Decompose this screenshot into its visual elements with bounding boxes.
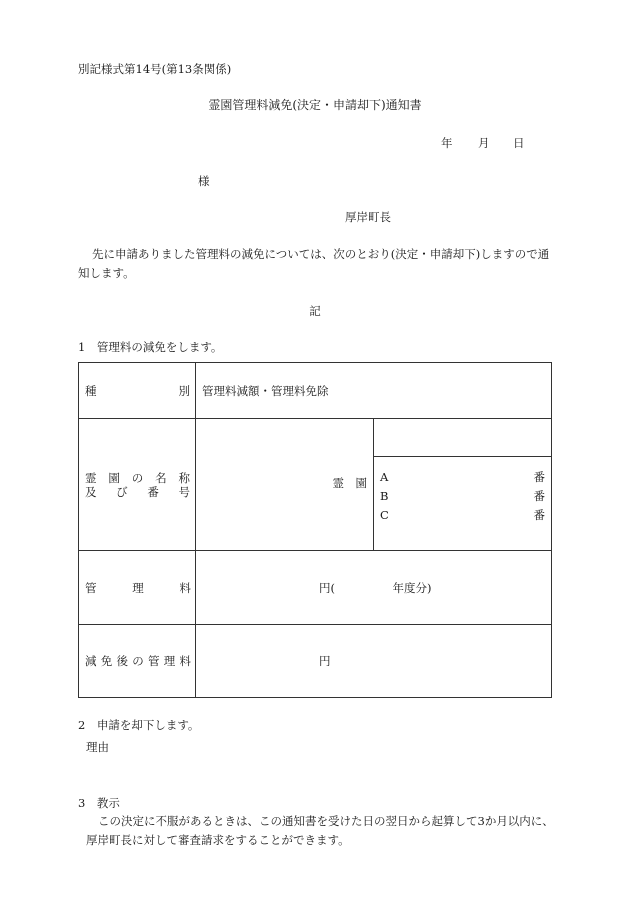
form-number: 別記様式第14号(第13条関係) xyxy=(78,62,232,76)
ki-heading: 記 xyxy=(309,304,321,318)
plot-suffix-b: 番 xyxy=(533,489,545,503)
cemetery-label-c1: 霊 xyxy=(85,470,97,485)
reduced-fee-label-c3: 後 xyxy=(116,654,128,668)
reduced-fee-label xyxy=(79,625,196,698)
date-month: 月 xyxy=(478,136,490,150)
cemetery-label2-c1: 及 xyxy=(85,484,97,499)
cemetery-value xyxy=(196,419,552,551)
section-1: 1 管理料の減免をします。 xyxy=(78,340,223,354)
table-row-reduced-fee xyxy=(79,625,552,698)
reduced-fee-label-c4: の xyxy=(132,654,144,668)
cemetery-label2-c4: 号 xyxy=(178,484,190,499)
cemetery-label2-c2: び xyxy=(116,484,128,499)
date-year: 年 xyxy=(441,136,453,150)
type-label-right: 別 xyxy=(178,383,190,398)
reduced-fee-label-c7: 料 xyxy=(179,654,191,668)
plot-number-b xyxy=(380,487,545,506)
reduced-fee-label-c6: 理 xyxy=(163,654,176,668)
cemetery-label-c5: 称 xyxy=(178,470,190,485)
table-row-fee xyxy=(79,551,552,625)
plot-letter-a: A xyxy=(380,470,389,484)
reduced-fee-label-c2: 免 xyxy=(100,654,113,668)
reduced-fee-label-c5: 管 xyxy=(148,654,160,668)
cemetery-top-box xyxy=(374,419,551,457)
table-row-cemetery xyxy=(79,419,552,551)
type-value: 管理料減額・管理料免除 xyxy=(196,363,552,419)
fee-value: 円( 年度分) xyxy=(196,551,552,625)
document-title: 霊園管理料減免(決定・申請却下)通知書 xyxy=(208,98,422,112)
cemetery-label-c3: の xyxy=(131,470,144,485)
cemetery-label-c2: 園 xyxy=(108,470,120,485)
cemetery-label2-c3: 番 xyxy=(147,484,159,499)
fee-label-c2: 理 xyxy=(132,580,144,595)
cemetery-label xyxy=(79,419,196,551)
plot-number-c xyxy=(380,506,545,525)
plot-suffix-c: 番 xyxy=(533,508,545,522)
type-label xyxy=(79,363,196,419)
table-row-type xyxy=(79,363,552,419)
section-3: 3 教示 xyxy=(78,796,120,810)
fee-label xyxy=(79,551,196,625)
details-table xyxy=(78,362,552,698)
plot-number-a xyxy=(380,468,545,487)
cemetery-name-box xyxy=(196,419,374,550)
body-text: 先に申請ありました管理料の減免については、次のとおり(決定・申請却下)しますので通知します。 xyxy=(78,247,550,280)
type-label-left: 種 xyxy=(85,383,97,398)
reduced-fee-value: 円 xyxy=(196,625,552,698)
plot-letter-b: B xyxy=(380,489,389,503)
issuer: 厚岸町長 xyxy=(345,210,391,224)
plot-suffix-a: 番 xyxy=(533,470,545,484)
plot-numbers xyxy=(380,468,545,525)
appeal-notice: この決定に不服があるときは、この通知書を受けた日の翌日から起算して3か月以内に、厚岸町長に対して審査請求をすることができます。 xyxy=(86,814,554,847)
cemetery-label-c4: 名 xyxy=(155,470,167,485)
reason-label: 理由 xyxy=(86,740,109,754)
addressee-suffix: 様 xyxy=(198,174,210,188)
fee-label-c3: 料 xyxy=(179,580,191,595)
plot-letter-c: C xyxy=(380,508,389,522)
fee-label-c1: 管 xyxy=(85,580,97,595)
cemetery-suffix: 霊 園 xyxy=(332,476,367,490)
date-day: 日 xyxy=(513,136,525,150)
reduced-fee-label-c1: 減 xyxy=(85,654,97,668)
section-2: 2 申請を却下します。 xyxy=(78,718,200,732)
